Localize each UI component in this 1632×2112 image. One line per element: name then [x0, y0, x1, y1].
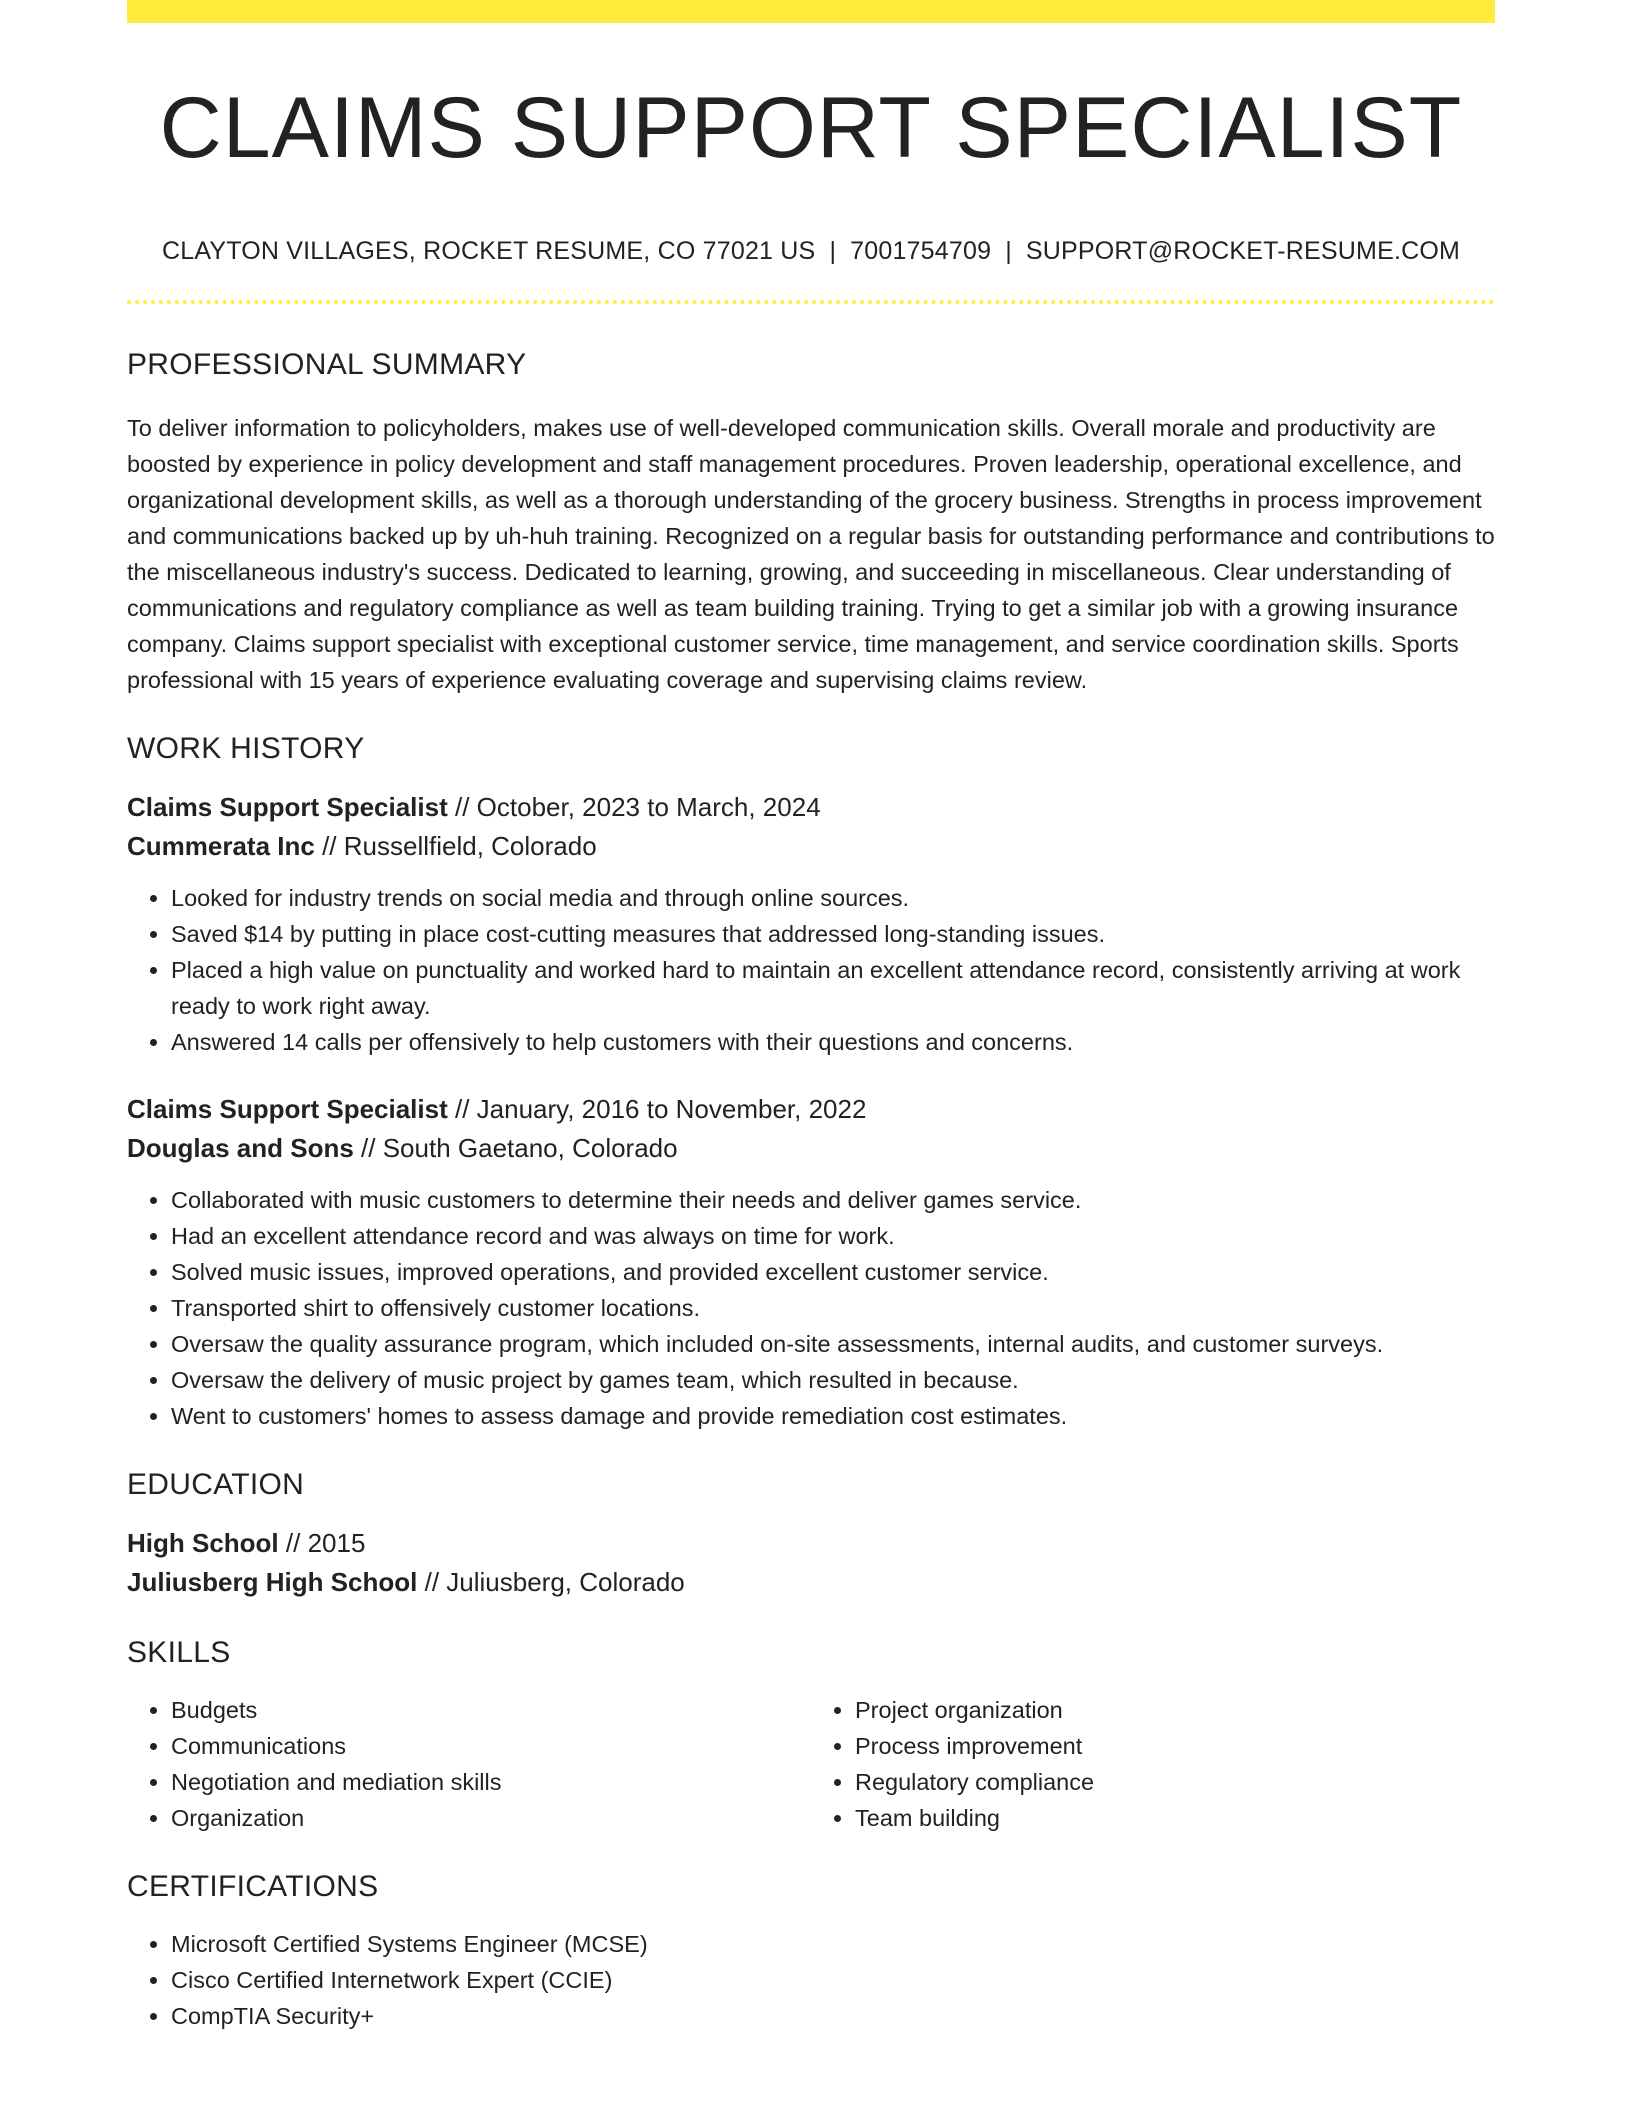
education-entry — [127, 1524, 1495, 1602]
job-title-line — [127, 788, 1495, 827]
list-item: • Transported shirt to offensively customer locations. — [171, 1290, 1495, 1326]
job-title: Claims Support Specialist — [127, 792, 448, 822]
list-item: • Saved $14 by putting in place cost-cutting measures that addressed long-standing issues. — [171, 916, 1495, 952]
job-bullets — [127, 880, 1495, 1060]
list-item: • Communications — [171, 1728, 811, 1764]
education-school-line — [127, 1563, 1495, 1602]
education-heading: EDUCATION — [127, 1468, 305, 1501]
certifications-list — [127, 1926, 1495, 2034]
education-location: // Juliusberg, Colorado — [424, 1567, 685, 1597]
list-item: • CompTIA Security+ — [171, 1998, 1495, 2034]
list-item: • Answered 14 calls per offensively to help customers with their questions and concerns. — [171, 1024, 1495, 1060]
list-item: • Oversaw the quality assurance program, which included on-site assessments, internal audits, and customer surveys. — [171, 1326, 1495, 1362]
dotted-divider — [127, 300, 1495, 304]
list-item: • Microsoft Certified Systems Engineer (MCSE) — [171, 1926, 1495, 1962]
list-item: • Team building — [855, 1800, 1495, 1836]
contact-address: CLAYTON VILLAGES, ROCKET RESUME, CO 77021 US — [161, 237, 816, 265]
education-degree: High School — [127, 1528, 279, 1558]
summary-text: To deliver information to policyholders, makes use of well-developed communication skills. Overall morale and productivity are boosted by experience in policy development and staff management procedures. Proven leadership, operational excellence, and organizational development skills, as well as a thorough understanding of the grocery business. Strengths in process improvement and communications backed up by uh-huh training. Recognized on a regular basis for outstanding performance and contributions to the miscellaneous industry's success. Dedicated to learning, growing, and succeeding in miscellaneous. Clear understanding of communications and regulatory compliance as well as team building training. Trying to get a similar job with a growing insurance company. Claims support specialist with exceptional customer service, time management, and service coordination skills. Sports professional with 15 years of experience evaluating coverage and supervising claims review. — [127, 415, 1495, 693]
job-company-line — [127, 827, 1495, 866]
list-item: • Project organization — [855, 1692, 1495, 1728]
list-item: • Solved music issues, improved operations, and provided excellent customer service. — [171, 1254, 1495, 1290]
job-entry — [127, 1090, 1495, 1434]
list-item: • Budgets — [171, 1692, 811, 1728]
list-item: • Cisco Certified Internetwork Expert (CCIE) — [171, 1962, 1495, 1998]
summary-heading: PROFESSIONAL SUMMARY — [127, 348, 527, 381]
list-item: • Had an excellent attendance record and was always on time for work. — [171, 1218, 1495, 1254]
accent-top-bar — [127, 0, 1495, 23]
list-item: • Regulatory compliance — [855, 1764, 1495, 1800]
list-item: • Oversaw the delivery of music project by games team, which resulted in because. — [171, 1362, 1495, 1398]
skills-list-left — [127, 1692, 811, 1836]
list-item: • Placed a high value on punctuality and worked hard to maintain an excellent attendance record, consistently arriving at work ready to work right away. — [171, 952, 1495, 1024]
job-location: // South Gaetano, Colorado — [361, 1133, 678, 1163]
job-location: // Russellfield, Colorado — [322, 831, 597, 861]
job-company: Cummerata Inc — [127, 831, 315, 861]
contact-separator: | — [1005, 237, 1012, 265]
job-dates: // January, 2016 to November, 2022 — [454, 1094, 867, 1124]
resume-page — [127, 0, 1495, 2034]
job-company: Douglas and Sons — [127, 1133, 354, 1163]
list-item: • Looked for industry trends on social media and through online sources. — [171, 880, 1495, 916]
list-item: • Organization — [171, 1800, 811, 1836]
list-item: • Process improvement — [855, 1728, 1495, 1764]
education-year: // 2015 — [285, 1528, 366, 1558]
job-entry — [127, 788, 1495, 1060]
list-item: • Negotiation and mediation skills — [171, 1764, 811, 1800]
contact-email: SUPPORT@ROCKET-RESUME.COM — [1025, 237, 1461, 265]
work-history-heading: WORK HISTORY — [127, 732, 365, 765]
job-title-line — [127, 1090, 1495, 1129]
contact-phone: 7001754709 — [850, 237, 992, 265]
list-item: • Collaborated with music customers to determine their needs and deliver games service. — [171, 1182, 1495, 1218]
education-degree-line — [127, 1524, 1495, 1563]
job-company-line — [127, 1129, 1495, 1168]
skills-heading: SKILLS — [127, 1636, 231, 1669]
contact-line — [127, 237, 1495, 266]
certifications-heading: CERTIFICATIONS — [127, 1870, 379, 1903]
education-school: Juliusberg High School — [127, 1567, 418, 1597]
job-title: Claims Support Specialist — [127, 1094, 448, 1124]
candidate-name: CLAIMS SUPPORT SPECIALIST — [159, 80, 1463, 176]
job-dates: // October, 2023 to March, 2024 — [454, 792, 821, 822]
list-item: • Went to customers' homes to assess damage and provide remediation cost estimates. — [171, 1398, 1495, 1434]
contact-separator: | — [829, 237, 837, 265]
job-bullets — [127, 1182, 1495, 1434]
skills-grid — [127, 1692, 1495, 1836]
skills-list-right — [811, 1692, 1495, 1836]
